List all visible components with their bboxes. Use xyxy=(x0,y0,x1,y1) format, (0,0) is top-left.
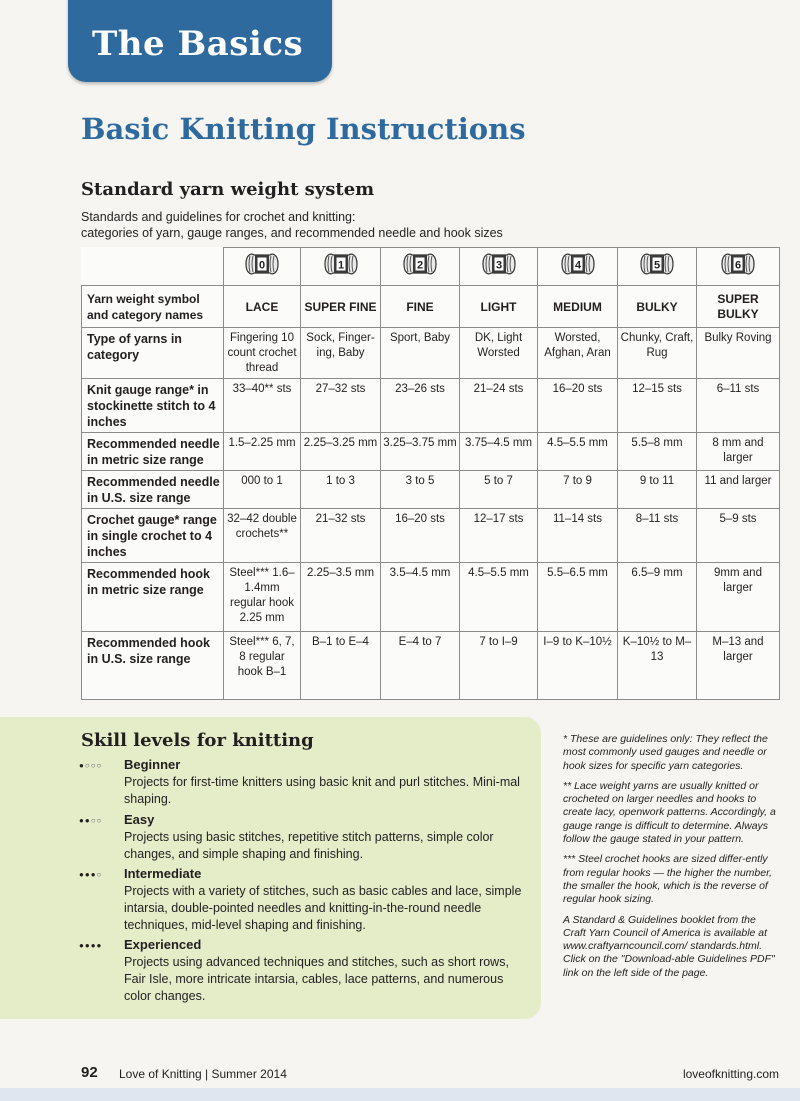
table-cell: BULKY xyxy=(618,286,697,328)
table-cell: 5.5–6.5 mm xyxy=(538,563,618,632)
row-header: Recommended needle in metric size range xyxy=(82,433,224,471)
table-cell: 5.5–8 mm xyxy=(618,433,697,471)
yarn-weight-symbol-2 xyxy=(381,248,460,286)
table-cell: 1.5–2.25 mm xyxy=(224,433,301,471)
yarn-section-title: Standard yarn weight system xyxy=(81,179,375,200)
skill-rating-dots: ●●○○ xyxy=(79,816,103,825)
yarn-weight-number: 3 xyxy=(495,259,502,272)
table-cell: 11–14 sts xyxy=(538,509,618,563)
table-cell: 12–17 sts xyxy=(460,509,538,563)
table-cell: 6.5–9 mm xyxy=(618,563,697,632)
table-cell xyxy=(82,248,224,286)
page-number: 92 xyxy=(81,1064,98,1081)
table-cell: Sock, Finger-ing, Baby xyxy=(301,328,381,379)
table-cell: 21–24 sts xyxy=(460,379,538,433)
table-row-icons xyxy=(82,248,780,286)
table-cell: 4.5–5.5 mm xyxy=(538,433,618,471)
table-cell: 33–40** sts xyxy=(224,379,301,433)
table-cell: Steel*** 6, 7, 8 regular hook B–1 xyxy=(224,632,301,700)
table-row-hook-metric xyxy=(82,563,780,632)
table-cell: 2.25–3.25 mm xyxy=(301,433,381,471)
table-cell: 3.5–4.5 mm xyxy=(381,563,460,632)
table-cell: DK, Light Worsted xyxy=(460,328,538,379)
yarn-skein-icon xyxy=(400,251,440,277)
skill-level-name: Experienced xyxy=(124,937,202,952)
table-cell: 4.5–5.5 mm xyxy=(460,563,538,632)
table-cell: Sport, Baby xyxy=(381,328,460,379)
table-cell: 9 to 11 xyxy=(618,471,697,509)
table-cell: 16–20 sts xyxy=(538,379,618,433)
skill-level-description: Projects with a variety of stitches, such as basic cables and lace, simple intarsia, double-pointed needles and knitting-in-the-round needle techniques, mid-level shaping and finishing. xyxy=(124,884,522,932)
table-row-needle-us xyxy=(82,471,780,509)
yarn-skein-icon xyxy=(637,251,677,277)
yarn-skein-icon xyxy=(718,251,758,277)
table-cell: 5–9 sts xyxy=(697,509,780,563)
skill-level-name: Intermediate xyxy=(124,866,202,881)
yarn-skein-icon xyxy=(558,251,598,277)
footnote: *** Steel crochet hooks are sized differ-ently from regular hooks — the higher the number, the smaller the hook, which is the reverse of regular hook sizing. xyxy=(563,853,772,906)
row-header: Recommended hook in U.S. size range xyxy=(82,632,224,700)
yarn-weight-symbol-1 xyxy=(301,248,381,286)
table-cell: M–13 and larger xyxy=(697,632,780,700)
skill-level-name: Easy xyxy=(124,812,155,827)
table-cell: I–9 to K–10½ xyxy=(538,632,618,700)
skill-levels-title: Skill levels for knitting xyxy=(81,730,314,751)
table-cell: 2.25–3.5 mm xyxy=(301,563,381,632)
skill-level-description: Projects for first-time knitters using basic knit and purl stitches. Mini-mal shaping. xyxy=(124,775,520,806)
row-header: Recommended needle in U.S. size range xyxy=(82,471,224,509)
section-tab xyxy=(68,0,332,82)
yarn-weight-symbol-0 xyxy=(224,248,301,286)
yarn-weight-number: 4 xyxy=(574,259,581,272)
table-cell: 3 to 5 xyxy=(381,471,460,509)
table-cell: MEDIUM xyxy=(538,286,618,328)
yarn-weight-symbol-5 xyxy=(618,248,697,286)
skill-level-description: Projects using advanced techniques and stitches, such as short rows, Fair Isle, more intricate intarsia, cables, lace patterns, and numerous color changes. xyxy=(124,955,509,1003)
table-cell: 5 to 7 xyxy=(460,471,538,509)
skill-level-description: Projects using basic stitches, repetitive stitch patterns, simple color changes, and simple shaping and finishing. xyxy=(124,830,494,861)
yarn-skein-icon xyxy=(321,251,361,277)
table-cell: B–1 to E–4 xyxy=(301,632,381,700)
table-row-yarn-types xyxy=(82,328,780,379)
bottom-band xyxy=(0,1088,800,1101)
table-cell: Steel*** 1.6–1.4mm regular hook 2.25 mm xyxy=(224,563,301,632)
skill-rating-dots: ●●●○ xyxy=(79,870,103,879)
table-cell: 7 to I–9 xyxy=(460,632,538,700)
table-cell: 32–42 double crochets** xyxy=(224,509,301,563)
yarn-weight-number: 0 xyxy=(258,259,266,272)
table-cell: LACE xyxy=(224,286,301,328)
yarn-section-subtitle-2: categories of yarn, gauge ranges, and recommended needle and hook sizes xyxy=(81,226,503,240)
skill-level-experienced xyxy=(79,937,531,1007)
table-cell: 3.75–4.5 mm xyxy=(460,433,538,471)
section-tab-label: The Basics xyxy=(92,24,304,64)
table-cell: Worsted, Afghan, Aran xyxy=(538,328,618,379)
table-cell: E–4 to 7 xyxy=(381,632,460,700)
footnotes xyxy=(563,733,781,987)
yarn-weight-table xyxy=(81,247,780,700)
table-cell: 8 mm and larger xyxy=(697,433,780,471)
footnote: A Standard & Guidelines booklet from the Craft Yarn Council of America is available at www.craftyarncouncil.com/ standards.html. Click on the "Download-able Guidelines PDF" link on the left side of the page. xyxy=(563,913,775,979)
table-cell: K–10½ to M–13 xyxy=(618,632,697,700)
table-cell: 23–26 sts xyxy=(381,379,460,433)
table-cell: Chunky, Craft, Rug xyxy=(618,328,697,379)
table-row-knit-gauge xyxy=(82,379,780,433)
table-cell: Bulky Roving xyxy=(697,328,780,379)
table-cell: SUPER BULKY xyxy=(697,286,780,328)
page-title: Basic Knitting Instructions xyxy=(81,112,526,146)
skill-level-name: Beginner xyxy=(124,757,181,772)
table-cell: LIGHT xyxy=(460,286,538,328)
website-url: loveofknitting.com xyxy=(682,1067,779,1081)
yarn-weight-number: 6 xyxy=(734,259,742,272)
table-row-hook-us xyxy=(82,632,780,700)
magazine-issue: Love of Knitting | Summer 2014 xyxy=(119,1067,287,1081)
footnote: ** Lace weight yarns are usually knitted or crocheted on larger needles and hooks to create lacy, openwork patterns. Accordingly, a gauge range is difficult to determine. Always follow the gauge stated in your pattern. xyxy=(563,779,776,846)
footnote: * These are guidelines only: They reflect the most commonly used gauges and needle or hook sizes for specific yarn categories. xyxy=(563,733,768,772)
skill-level-intermediate xyxy=(79,866,531,936)
table-cell: 000 to 1 xyxy=(224,471,301,509)
yarn-section-subtitle-1: Standards and guidelines for crochet and knitting: xyxy=(81,210,356,224)
yarn-weight-symbol-4 xyxy=(538,248,618,286)
skill-rating-dots: ●○○○ xyxy=(79,761,103,770)
yarn-weight-number: 2 xyxy=(416,259,424,272)
row-header: Yarn weight symbol and category names xyxy=(82,286,224,328)
table-cell: FINE xyxy=(381,286,460,328)
table-cell: 9mm and larger xyxy=(697,563,780,632)
table-row-needle-metric xyxy=(82,433,780,471)
row-header: Crochet gauge* range in single crochet to 4 inches xyxy=(82,509,224,563)
table-cell: 27–32 sts xyxy=(301,379,381,433)
table-cell: Fingering 10 count crochet thread xyxy=(224,328,301,379)
table-row-crochet-gauge xyxy=(82,509,780,563)
table-cell: 8–11 sts xyxy=(618,509,697,563)
table-cell: 7 to 9 xyxy=(538,471,618,509)
table-cell: 1 to 3 xyxy=(301,471,381,509)
row-header: Knit gauge range* in stockinette stitch to 4 inches xyxy=(82,379,224,433)
yarn-weight-symbol-3 xyxy=(460,248,538,286)
table-cell: 6–11 sts xyxy=(697,379,780,433)
table-cell: 3.25–3.75 mm xyxy=(381,433,460,471)
yarn-weight-number: 1 xyxy=(337,259,344,272)
table-cell: 11 and larger xyxy=(697,471,780,509)
table-cell: 21–32 sts xyxy=(301,509,381,563)
skill-rating-dots: ●●●● xyxy=(79,941,103,950)
yarn-weight-symbol-6 xyxy=(697,248,780,286)
yarn-weight-number: 5 xyxy=(653,259,661,272)
table-cell: SUPER FINE xyxy=(301,286,381,328)
row-header: Recommended hook in metric size range xyxy=(82,563,224,632)
row-header: Type of yarns in category xyxy=(82,328,224,379)
yarn-skein-icon xyxy=(479,251,519,277)
table-row-category-names xyxy=(82,286,780,328)
table-cell: 12–15 sts xyxy=(618,379,697,433)
table-cell: 16–20 sts xyxy=(381,509,460,563)
yarn-skein-icon xyxy=(242,251,282,277)
